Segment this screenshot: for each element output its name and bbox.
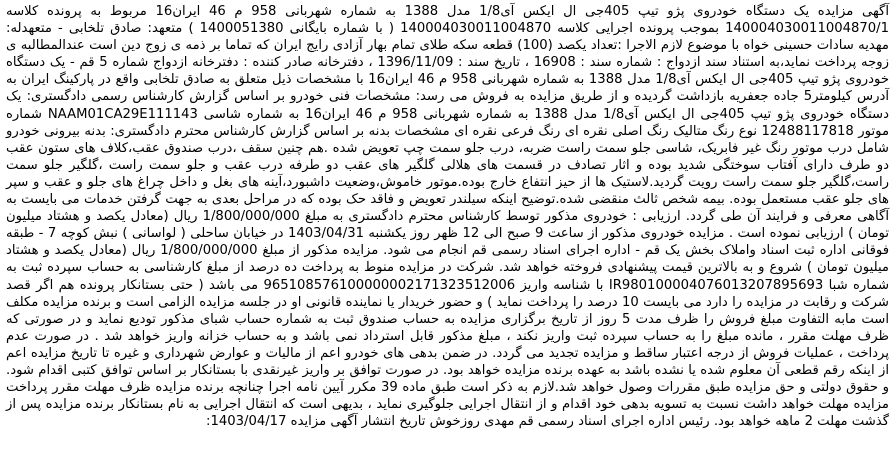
notice-body: آگهی مزایده یک دستگاه خودروی پژو تیپ 405جی ال ایکس آی1/8 مدل 1388 به شماره شهربانی 958 م 46 ایران16 مربوط به پرونده کلاسه 140004030011004870/1 بموجب پرونده اجرایی کلاسه 140004030011004870 ( با شماره بایگانی 1400051380 ) متعهد: صادق تلخابی - متعهدله: مهدیه سادات حسینی خواه با موضوع لازم الاجرا :تعداد یکصد (100) قطعه سکه طلای تمام بهار آزادی رایج ایران که تماما بر ذمه ی زوج دین است عندالمطالبه ی زوجه پرداخت نماید،به استناد سند ازدواج : شماره سند : 16908 ، تاریخ سند : 1396/11/09 ، دفترخانه صادر کننده : دفترخانه ازدواج شماره 5 قم - یک دستگاه خودروی پژو تیپ 405جی ال ایکس آی1/8 مدل 1388 به شماره شهربانی 958 م 46 ایران16 با مشخصات ذیل متعلق به صادق تلخابی واقع در پارکینگ ایران به آدرس کیلومتر5 جاده جعفریه بازداشت گردیده و از طریق مزایده به فروش می رسد: مشخصات فنی خودرو بر اساس گزارش کارشناس رسمی دادگستری: یک دستگاه خودروی پژو تیپ 405جی ال ایکس آی1/8 مدل 1388 به شماره شهربانی 958 م 46 ایران16 به شماره شاسی NAAM01CA29E111143 شماره موتور 12488117818 نوع رنگ متالیک رنگ اصلی نقره ای رنگ فرعی نقره ای مشخصات بدنه بر اساس گزارش کارشناس محترم دادگستری: بدنه بیرونی خودرو شامل درب موتور رنگ غیر فابریک، شاسی جلو سمت راست ضربه، درب جلو سمت چپ تعویض شده .هم چنین سقف ،درب صندوق عقب،کلاف های ستون عقب دو طرف دارای آفتاب سوختگی شدید بوده و اثار تصادف در قسمت های هلالی گلگیر های عقب دو طرفه درب عقب و جلو سمت راست ،گلگیر جلو سمت راست،گلگیر جلو سمت راست رویت گردید.لاستیک ها از حیز انتفاع خارج بوده.موتور خاموش،وضعیت داشبورد،آینه های بغل و داخل چراغ های جلو و عقب و سپر های جلو عقب مستعمل بوده. بیمه شخص ثالث منقضی شده.توضیح اینکه سیلندر تعویض و فاقد حک بوده که در مراحل بعدی به جهت گرفتن خدمات می بایست به آگاهی معرفی و فرایند آن طی گردد. ارزیابی : خودروی مذکور توسط کارشناس محترم دادگستری به مبلغ 1/800/000/000 ریال (معادل یکصد و هشتاد میلیون تومان ) ارزیابی نموده است . مزایده خودروی مذکور از ساعت 9 صبح الی 12 ظهر روز یکشنبه 1403/04/31 در خیابان ساحلی ( لواسانی ) نبش کوچه 7 - طبقه فوقانی اداره ثبت اسناد واملاک بخش یک قم - اداره اجرای اسناد رسمی قم انجام می شود. مزایده مذکور از مبلغ 1/800/000/000 ریال (معادل یکصد و هشتاد میلیون تومان ) شروع و به بالاترین قیمت پیشنهادی فروخته خواهد شد. شرکت در مزایده منوط به پرداخت ده درصد از مبلغ کارشناسی به حساب سپرده ثبت به شماره شبا IR980100004076013207895693 با شناسه واریز 965108576100000002171323512006 می باشد ( حتی بستانکار پرونده هم اگر قصد شرکت و رقابت در مزایده را دارد می بایست 10 درصد را پرداخت نماید ) و حضور خریدار یا نماینده قانونی او در جلسه مزایده الزامی است و برنده مزایده مکلف است مابه التفاوت مبلغ فروش را ظرف مدت 5 روز از تاریخ برگزاری مزایده به حساب صندوق ثبت به شماره حساب شبای مذکور تودیع نماید و در صورتی که ظرف مهلت مقرر ، مانده مبلغ را به حساب سپرده ثبت واریز نکند ، مبلغ مذکور قابل استرداد نمی باشد و به حساب خزانه واریز خواهد شد . در صورت عدم پرداخت ، عملیات فروش از درجه اعتبار ساقط و مزایده تجدید می گردد. در ضمن بدهی های خودرو اعم از مالیات و عوارض شهرداری و غیره تا تاریخ مزایده اعم از اینکه رقم قطعی آن معلوم شده یا نشده باشد به عهده برنده مزایده خواهد بود. در صورت توافق بر واریز غیرنقدی با بستانکار بر اساس توافق کتبی اقدام شود. و حقوق دولتی و حق مزایده طبق مقررات وصول خواهد شد.لازم به ذکر است طبق ماده 39 مکرر آیین نامه اجرا چنانچه برنده مزایده ظرف مهلت مقرر پرداخت مزایده مهلت خواهد داشت نسبت به تسویه بدهی خود اقدام و از انتقال اجرایی جلوگیری نماید ، بدیهی است که انتقال اجرایی به نام بستانکار برنده مزایده پس از گذشت مهلت 2 ماهه خواهد بود. رئیس اداره اجرای اسناد رسمی قم مهدی روزخوش تاریخ انتشار آگهی مزایده 1403/04/17: <box>6 4 890 430</box>
